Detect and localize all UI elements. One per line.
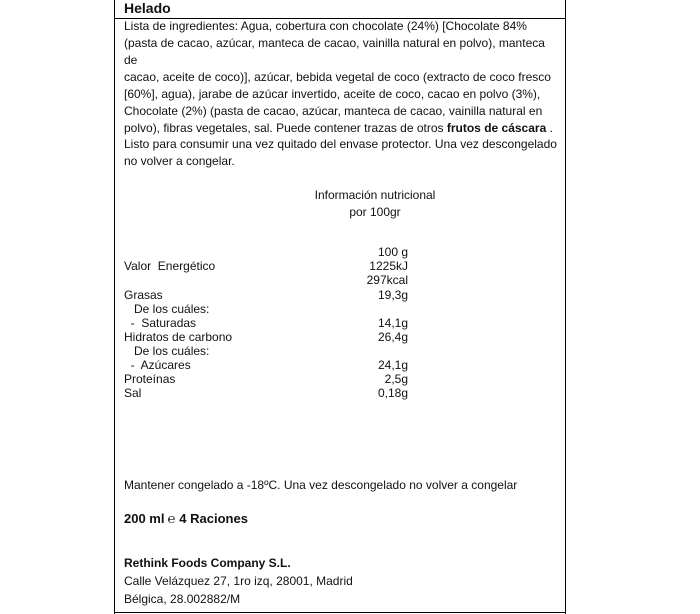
nutrient-value: 0,18g [377,386,408,400]
company-name: Rethink Foods Company S.L. [124,556,291,570]
ingredients-line: (pasta de cacao, azúcar, manteca de cacao, vainilla natural en polvo), manteca de [124,36,545,67]
nutrient-label: - Saturadas [124,316,197,330]
nutrient-label: De los cuáles: [124,344,210,358]
nutrient-value: 1225kJ [369,259,408,273]
nutrient-value: 24,1g [377,358,408,372]
ingredients-line-prefix: polvo), fibras vegetales, sal. Puede contener trazas de otros [124,121,447,135]
nutrition-row [0,288,700,302]
ingredients-line-suffix: . [546,121,553,135]
product-title: Helado [124,0,171,16]
nutrient-value: 297kcal [366,273,408,287]
allergen-text: frutos de cáscara [446,121,547,135]
ingredients-line: Lista de ingredientes: Agua, cobertura con chocolate (24%) [Chocolate 84% [124,19,527,33]
bottom-divider [114,612,566,613]
nutrition-row [0,316,700,330]
nutrient-label: - Azúcares [124,358,191,372]
nutrition-row [0,245,700,259]
nutrient-label: Grasas [124,288,163,302]
nutrition-row [0,358,700,372]
ingredients-line-last [124,120,558,137]
nutrition-row [0,386,700,400]
nutrient-value: 100 g [377,245,408,259]
ingredients-line: cacao, aceite de coco)], azúcar, bebida vegetal de coco (extracto de coco fresco [124,70,551,84]
nutrient-value: 2,5g [384,372,408,386]
company-address: Calle Velázquez 27, 1ro izq, 28001, Madrid [124,574,353,588]
nutrition-row [0,330,700,344]
net-volume: 200 ml [124,511,165,526]
portions-count: 4 Raciones [179,511,248,526]
storage-instructions: Mantener congelado a -18ºC. Una vez descongelado no volver a congelar [124,478,518,492]
nutrition-heading [280,187,470,221]
nutrient-value: 19,3g [377,288,408,302]
nutrition-heading-title: Información nutricional [314,188,436,202]
nutrient-label: Hidratos de carbono [124,330,233,344]
estimated-sign-icon: ℮ [167,511,176,526]
nutrition-row [0,273,700,287]
nutrition-heading-unit: por 100gr [349,205,401,219]
nutrient-label: Proteínas [124,372,176,386]
quantity-line [124,510,248,528]
company-registry: Bélgica, 28.002882/M [124,592,241,606]
nutrition-row [0,302,700,316]
nutrition-row [0,344,700,358]
nutrition-row [0,259,700,273]
nutrient-value: 14,1g [377,316,408,330]
nutrient-label: Sal [124,386,142,400]
nutrient-label: Valor Energético [124,259,216,273]
ingredients-line: [60%], agua), jarabe de azúcar invertido, aceite de coco, cacao en polvo (3%), [124,87,541,101]
ingredients-text [124,18,558,137]
usage-instructions [124,136,558,170]
usage-line: Listo para consumir una vez quitado del envase protector. Una vez descongelado [124,137,557,151]
usage-line: no volver a congelar. [124,154,235,168]
ingredients-line: Chocolate (2%) (pasta de cacao, azúcar, manteca de cacao, vainilla natural en [124,104,543,118]
nutrition-row [0,372,700,386]
nutrient-label: De los cuáles: [124,302,210,316]
nutrient-value: 26,4g [377,330,408,344]
